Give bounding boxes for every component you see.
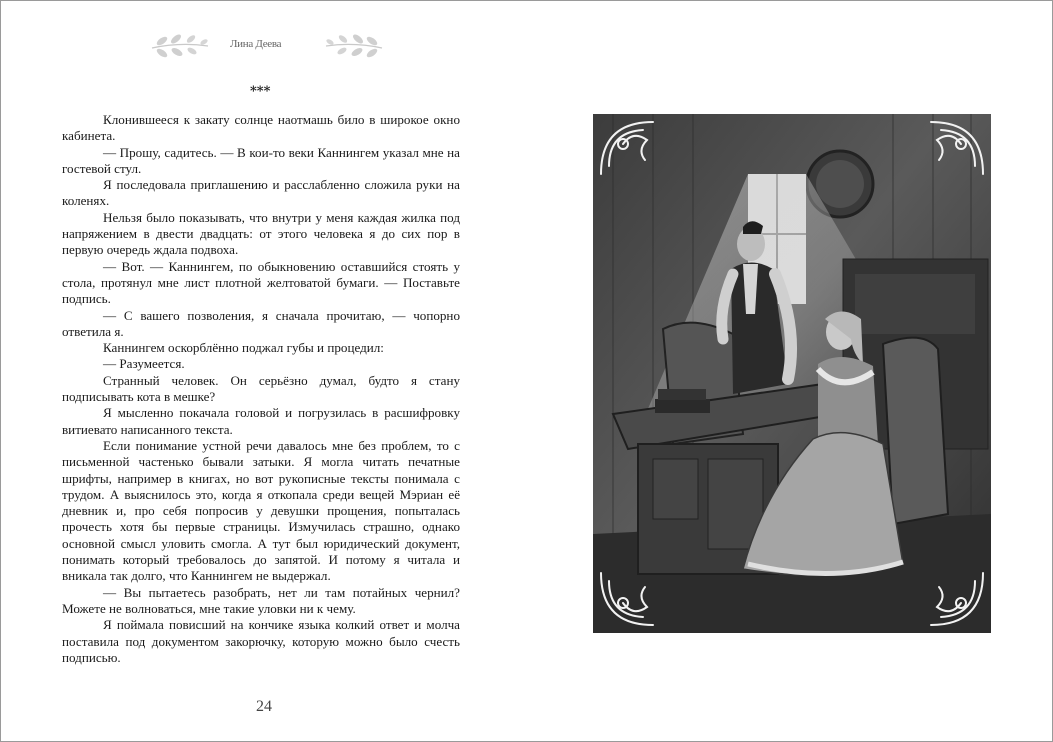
leaf-sprig-left-icon bbox=[150, 32, 212, 60]
paragraph: Клонившееся к закату солнце наотмашь било в широкое окно кабинета. bbox=[62, 112, 460, 144]
paragraph: Я мысленно покачала головой и погрузилась в расшифровку витиевато написанного текста. bbox=[62, 405, 460, 437]
paragraph: — С вашего позволения, я сначала прочитаю, — чопорно ответила я. bbox=[62, 307, 460, 339]
paragraph: Каннингем оскорблённо поджал губы и процедил: bbox=[103, 340, 384, 356]
body-text bbox=[62, 112, 460, 666]
paragraph: — Прошу, садитесь. — В кои-то веки Каннингем указал мне на гостевой стул. bbox=[62, 144, 460, 176]
paragraph: — Вы пытаетесь разобрать, нет ли там потайных чернил? Можете не волноваться, мне такие уловки ни к чему. bbox=[62, 584, 460, 616]
paragraph: — Вот. — Каннингем, по обыкновению оставшийся стоять у стола, протянул мне лист плотной желтоватой бумаги. — Поставьте подпись. bbox=[62, 258, 460, 307]
paragraph: Я последовала приглашению и расслабленно сложила руки на коленях. bbox=[62, 177, 460, 209]
section-separator: *** bbox=[250, 84, 271, 99]
paragraph: — Разумеется. bbox=[103, 356, 185, 372]
illustration-office-scene bbox=[593, 114, 991, 633]
paragraph: Странный человек. Он серьёзно думал, будто я стану подписывать кота в мешке? bbox=[62, 372, 460, 405]
running-header bbox=[150, 30, 382, 60]
paragraph: Я поймала повисший на кончике языка колкий ответ и молча поставила под документом закорючку, которую можно было счесть подписью. bbox=[62, 617, 460, 665]
page-number: 24 bbox=[256, 698, 272, 715]
paragraph: Нельзя было показывать, что внутри у меня каждая жилка под напряжением в двести двадцать: от этого человека я до сих пор в первую очередь ждала подвоха. bbox=[62, 209, 460, 258]
leaf-sprig-right-icon bbox=[322, 32, 384, 60]
author-name: Лина Деева bbox=[230, 38, 282, 50]
paragraph: Если понимание устной речи давалось мне без проблем, то с письменной частенько бывали затыки. Я могла читать печатные шрифты, например в книгах, но вот рукописные тексты понимала с трудом. А выяснилось это, когда я откопала среди вещей Мэриан её дневник и, про себя попросив у девушки прощения, попыталась прочесть хотя бы первые страницы. Измучилась страшно, однако основной смысл уловить смогла. А тут был юридический документ, понимать который требовалось до запятой. И потому я читала и вникала так долго, что Каннингем не выдержал. bbox=[62, 437, 460, 584]
